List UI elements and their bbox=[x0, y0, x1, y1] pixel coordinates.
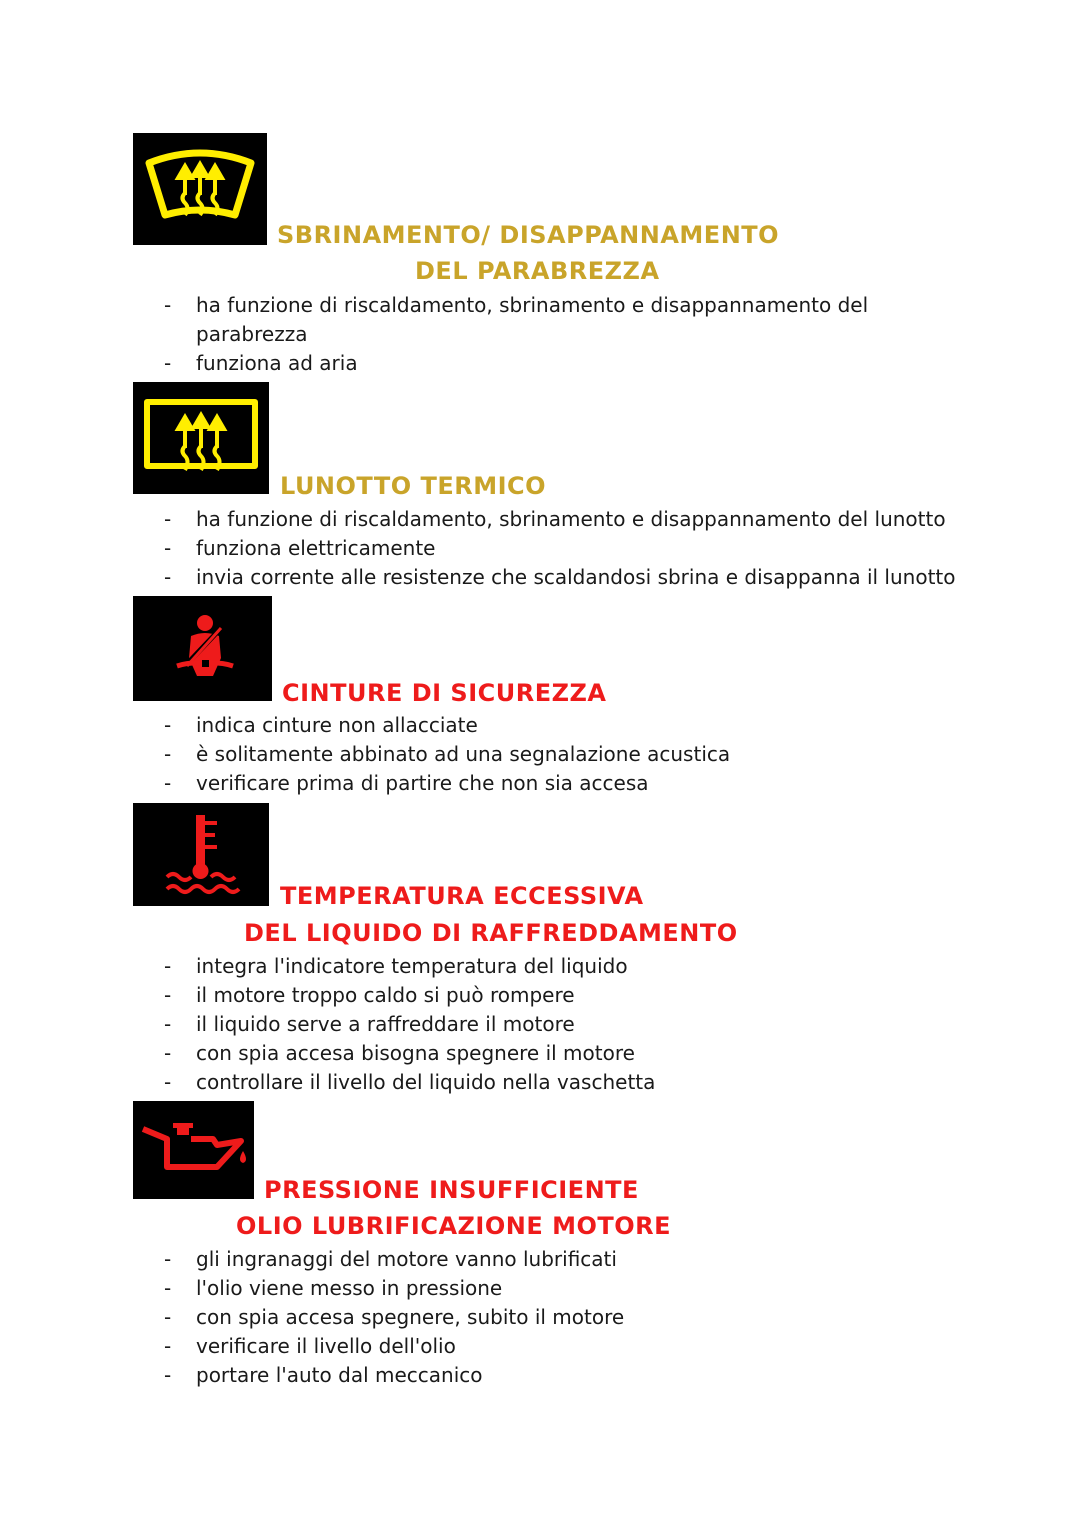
coolant-temperature-icon bbox=[133, 803, 269, 906]
list-item: - ha funzione di riscaldamento, sbrinamento e disappannamento del parabrezza bbox=[0, 291, 876, 349]
list-item: - l'olio viene messo in pressione bbox=[0, 1274, 624, 1303]
list-item: - verificare prima di partire che non sia accesa bbox=[0, 769, 730, 798]
bullet-list bbox=[0, 505, 955, 592]
section-title: CINTURE DI SICUREZZA bbox=[282, 679, 607, 707]
rear-window-defrost-icon bbox=[133, 382, 269, 494]
section-title: DEL LIQUIDO DI RAFFREDDAMENTO bbox=[244, 919, 738, 947]
list-item: - integra l'indicatore temperatura del liquido bbox=[0, 952, 655, 981]
bullet-list bbox=[0, 952, 655, 1097]
section-title: LUNOTTO TERMICO bbox=[280, 472, 547, 500]
oil-pressure-icon bbox=[133, 1101, 254, 1199]
list-item: - è solitamente abbinato ad una segnalazione acustica bbox=[0, 740, 730, 769]
list-item: - verificare il livello dell'olio bbox=[0, 1332, 624, 1361]
section-title: SBRINAMENTO/ DISAPPANNAMENTO bbox=[277, 221, 780, 249]
bullet-list bbox=[0, 291, 876, 378]
list-item: - il liquido serve a raffreddare il motore bbox=[0, 1010, 655, 1039]
list-item: - ha funzione di riscaldamento, sbrinamento e disappannamento del lunotto bbox=[0, 505, 955, 534]
section-title: DEL PARABREZZA bbox=[415, 257, 660, 285]
section-title: TEMPERATURA ECCESSIVA bbox=[280, 882, 644, 910]
windshield-defrost-icon bbox=[133, 133, 267, 245]
section-title: PRESSIONE INSUFFICIENTE bbox=[264, 1176, 639, 1204]
list-item: - con spia accesa spegnere, subito il motore bbox=[0, 1303, 624, 1332]
bullet-list bbox=[0, 1245, 624, 1390]
list-item: - con spia accesa bisogna spegnere il motore bbox=[0, 1039, 655, 1068]
seatbelt-icon bbox=[133, 596, 272, 701]
list-item: - controllare il livello del liquido nella vaschetta bbox=[0, 1068, 655, 1097]
section-title: OLIO LUBRIFICAZIONE MOTORE bbox=[236, 1212, 672, 1240]
list-item: - funziona elettricamente bbox=[0, 534, 955, 563]
list-item: - funziona ad aria bbox=[0, 349, 876, 378]
bullet-list bbox=[0, 711, 730, 798]
list-item: - il motore troppo caldo si può rompere bbox=[0, 981, 655, 1010]
list-item: - portare l'auto dal meccanico bbox=[0, 1361, 624, 1390]
list-item: - indica cinture non allacciate bbox=[0, 711, 730, 740]
list-item: - invia corrente alle resistenze che scaldandosi sbrina e disappanna il lunotto bbox=[0, 563, 955, 592]
list-item: - gli ingranaggi del motore vanno lubrificati bbox=[0, 1245, 624, 1274]
